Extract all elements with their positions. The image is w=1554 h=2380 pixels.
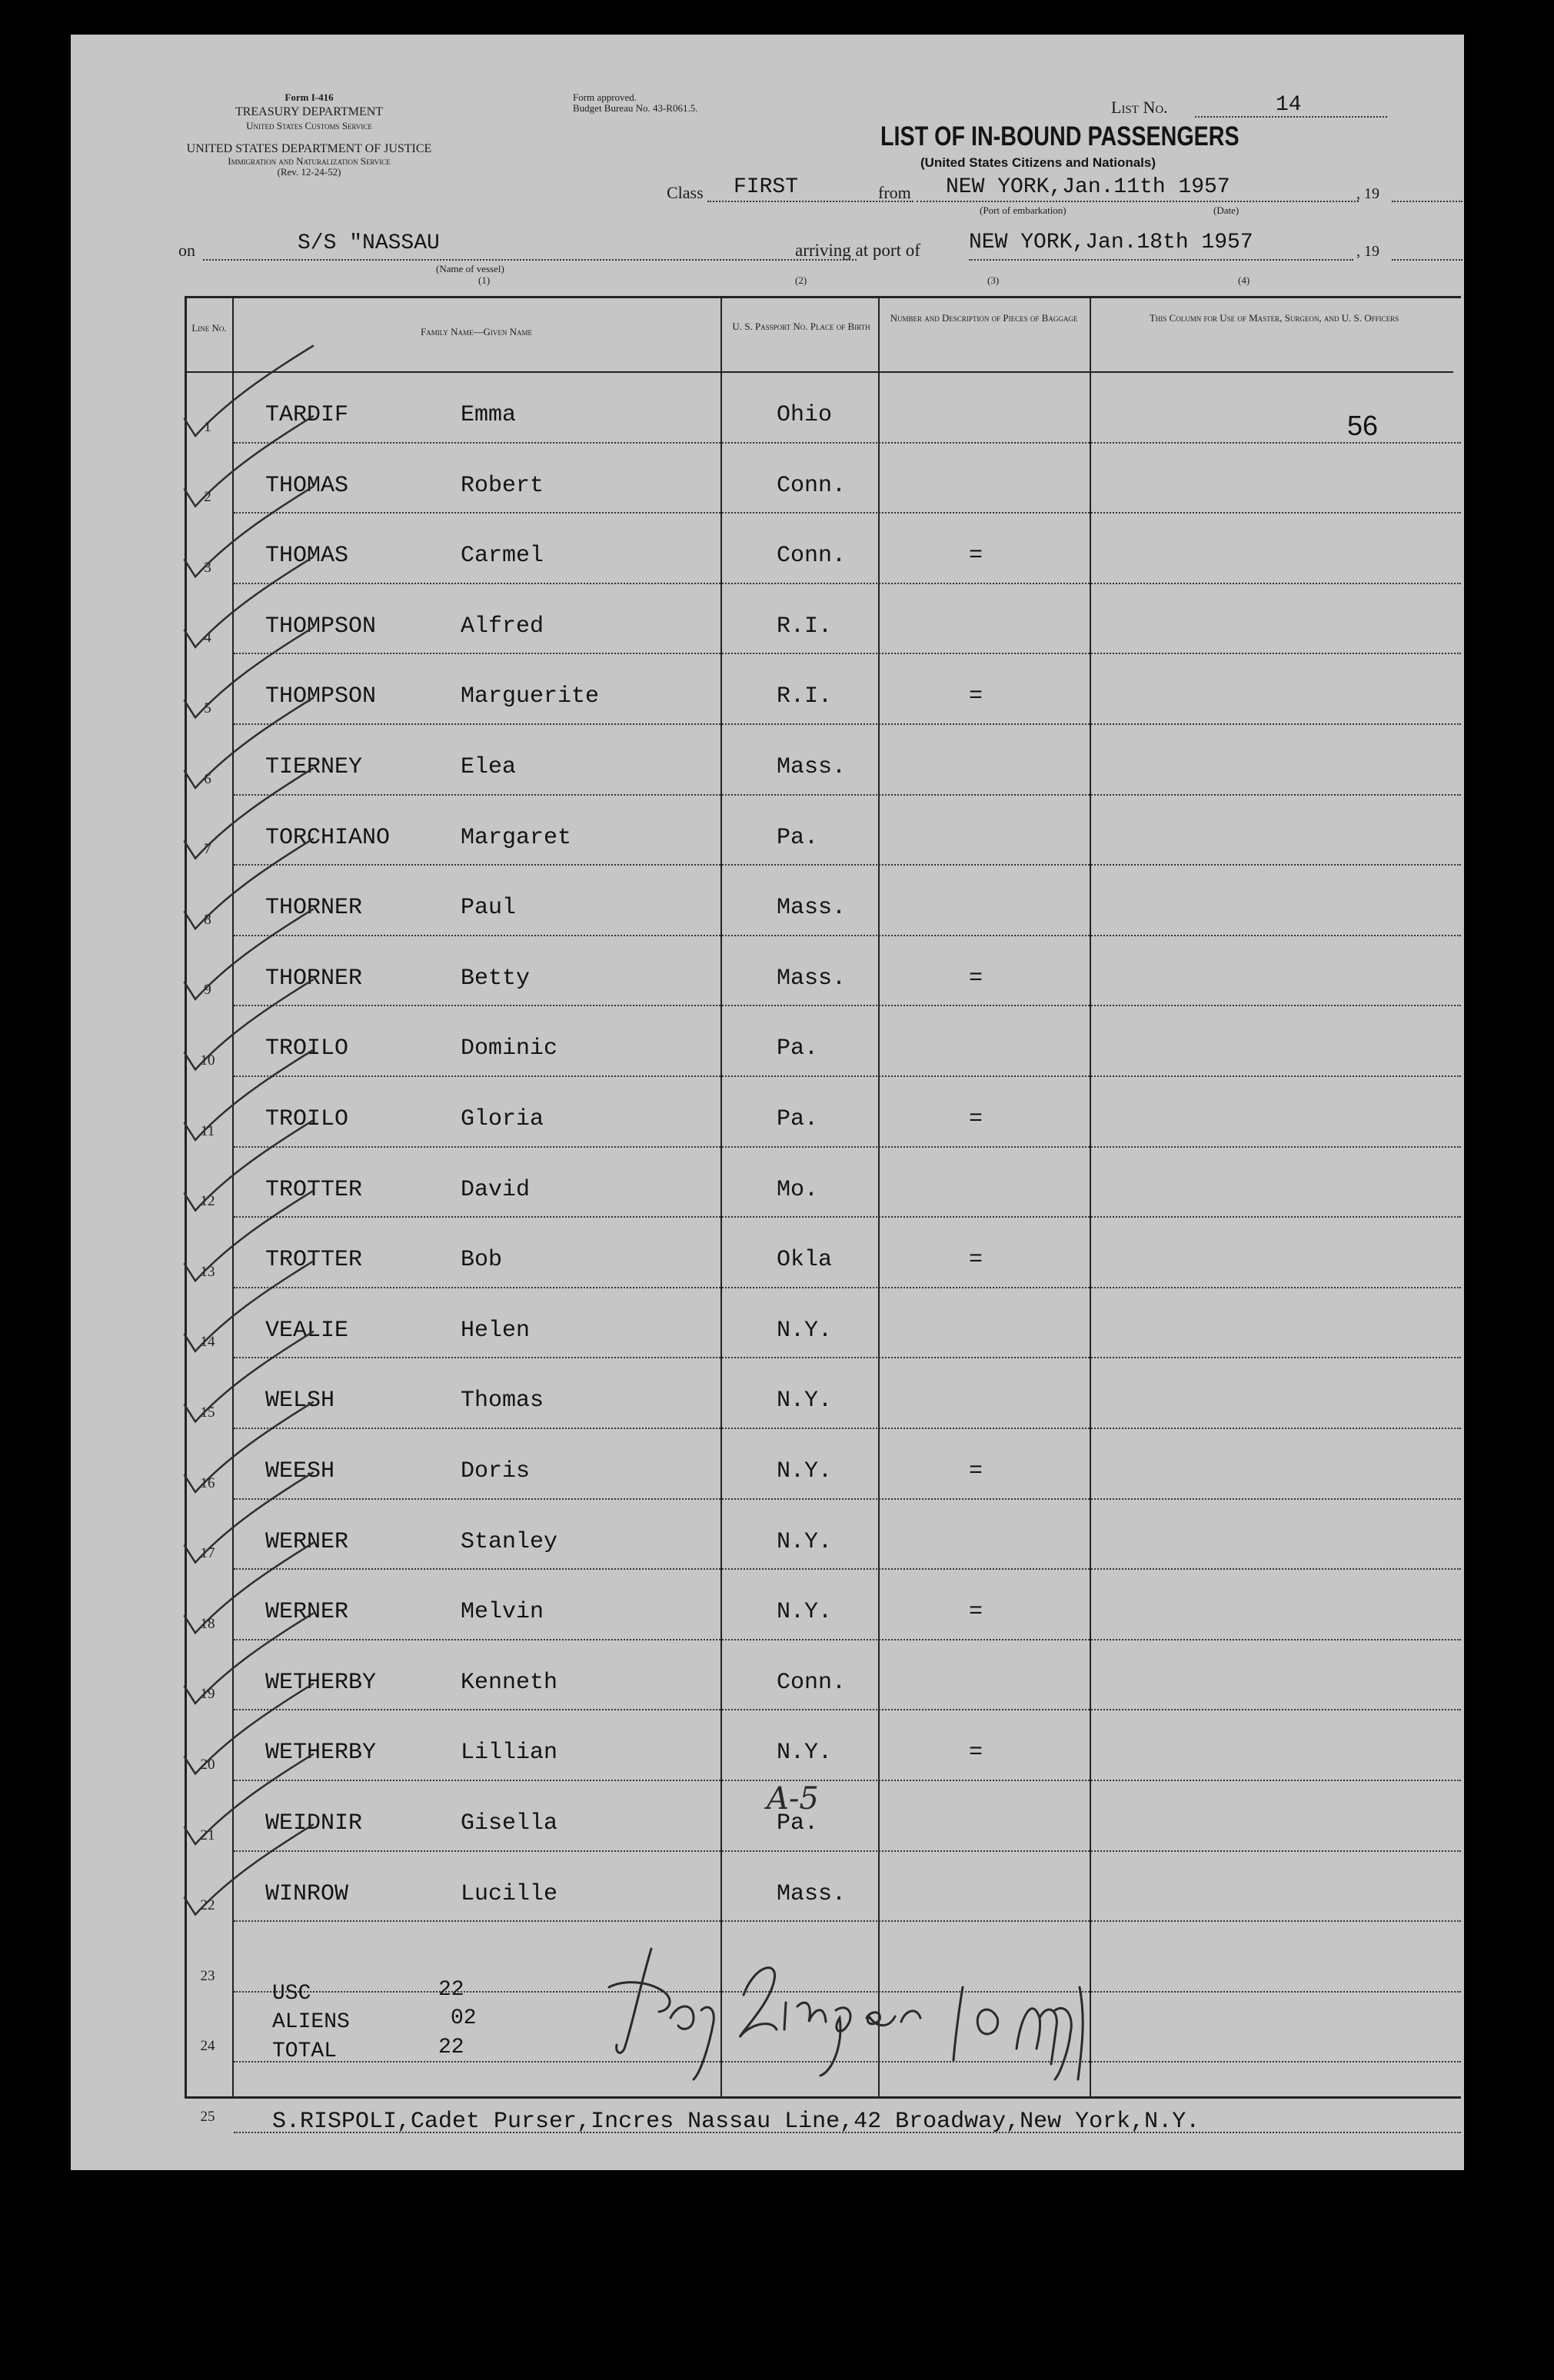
- checkmark-stroke: [185, 769, 313, 859]
- row-line-number: 6: [204, 770, 211, 787]
- family-name-cell: THORNER: [265, 895, 363, 922]
- birthplace-cell: Pa.: [777, 1035, 819, 1062]
- col-4-caption: (4): [1238, 274, 1250, 286]
- list-no-label: List No.: [1111, 98, 1168, 117]
- treasury-label: TREASURY DEPARTMENT: [235, 105, 384, 118]
- checkmark-stroke: [185, 557, 313, 647]
- given-name-cell: Gisella: [461, 1810, 558, 1837]
- given-name-cell: Kenneth: [461, 1669, 558, 1696]
- birthplace-cell: N.Y.: [777, 1599, 833, 1626]
- given-name-cell: Melvin: [461, 1599, 544, 1626]
- vessel-name: S/S "NASSAU: [298, 231, 440, 255]
- row-line-number: 12: [200, 1193, 215, 1210]
- birthplace-cell: N.Y.: [777, 1317, 833, 1344]
- row-line-number: 10: [200, 1052, 215, 1069]
- family-name-cell: WETHERBY: [265, 1740, 377, 1767]
- checkmark-stroke: [185, 979, 313, 1069]
- date-caption: (Date): [1213, 204, 1240, 216]
- class-label: Class: [667, 183, 704, 202]
- family-name-cell: WINROW: [265, 1880, 349, 1907]
- checkmark-stroke: [185, 698, 313, 788]
- row-line-number: 20: [200, 1757, 215, 1773]
- checkmark-stroke: [185, 1331, 313, 1421]
- row-line-number: 22: [200, 1897, 215, 1914]
- table-top-rule: [185, 296, 1461, 298]
- row-line-number: 21: [200, 1827, 215, 1843]
- given-name-cell: Thomas: [461, 1388, 544, 1414]
- family-name-cell: WEIDNIR: [265, 1810, 363, 1837]
- checkmark-stroke: [185, 1473, 313, 1563]
- checkmark-strokes: [178, 342, 547, 1956]
- family-name-cell: THOMAS: [265, 472, 349, 499]
- birthplace-cell: Mo.: [777, 1176, 819, 1203]
- col-rule-4: [1090, 296, 1091, 2099]
- family-name-cell: THOMPSON: [265, 683, 377, 710]
- checkmark-stroke: [185, 1754, 313, 1844]
- from-value: NEW YORK,Jan.11th 1957: [946, 175, 1230, 199]
- birthplace-cell: Mass.: [777, 965, 847, 992]
- given-name-cell: Robert: [461, 472, 544, 499]
- row-line-number: 7: [204, 841, 211, 858]
- row-line-number: 16: [200, 1474, 215, 1491]
- checkmark-stroke: [185, 487, 313, 577]
- col-header-baggage: Number and Description of Pieces of Baggage: [890, 312, 1078, 324]
- customs-label: United States Customs Service: [246, 120, 372, 131]
- col-header-line: Line No.: [191, 322, 227, 334]
- row-line-number: 3: [204, 559, 211, 576]
- baggage-cell: =: [969, 543, 983, 570]
- birthplace-cell: Mass.: [777, 1880, 847, 1907]
- year-1: , 19: [1356, 185, 1379, 202]
- family-name-cell: THOMPSON: [265, 613, 377, 640]
- baggage-cell: =: [969, 1599, 983, 1626]
- total-label-aliens: ALIENS: [272, 2010, 350, 2034]
- given-name-cell: Betty: [461, 965, 531, 992]
- checkmark-stroke: [185, 1191, 313, 1281]
- baggage-cell: =: [969, 683, 983, 710]
- baggage-cell: =: [969, 1247, 983, 1274]
- port-embark-caption: (Port of embarkation): [980, 204, 1067, 216]
- arriving-value: NEW YORK,Jan.18th 1957: [969, 231, 1253, 254]
- row-line-number: 23: [200, 1967, 215, 1984]
- vessel-caption: (Name of vessel): [436, 263, 504, 274]
- row-line-number: 8: [204, 911, 211, 928]
- family-name-cell: VEALIE: [265, 1317, 349, 1344]
- given-name-cell: Bob: [461, 1247, 503, 1274]
- rev-label: (Rev. 12-24-52): [277, 166, 341, 178]
- form-id: Form I-416: [285, 91, 334, 103]
- col-3-caption: (3): [987, 274, 1000, 286]
- row-line-number: 2: [204, 489, 211, 506]
- family-name-cell: TROILO: [265, 1106, 349, 1132]
- family-name-cell: WERNER: [265, 1599, 349, 1626]
- on-label: on: [178, 241, 195, 260]
- row-line-number: 17: [200, 1545, 215, 1562]
- given-name-cell: David: [461, 1176, 531, 1203]
- baggage-cell: =: [969, 1458, 983, 1484]
- col-header-officers: This Column for Use of Master, Surgeon, and U. S. Officers: [1149, 312, 1399, 324]
- checkmark-stroke: [185, 346, 313, 436]
- row-line-number: 14: [200, 1334, 215, 1351]
- col-rule-2: [720, 296, 722, 2099]
- given-name-cell: Dominic: [461, 1035, 558, 1062]
- family-name-cell: TROTTER: [265, 1247, 363, 1274]
- birthplace-cell: Mass.: [777, 895, 847, 922]
- baggage-cell: =: [969, 965, 983, 992]
- checkmark-stroke: [185, 1825, 313, 1915]
- col-1-caption: (1): [478, 274, 491, 286]
- birthplace-cell: N.Y.: [777, 1740, 833, 1767]
- birthplace-cell: Okla: [777, 1247, 833, 1274]
- total-value-aliens: 02: [451, 2006, 477, 2030]
- baggage-cell: =: [969, 1740, 983, 1767]
- total-label-usc: USC: [272, 1982, 311, 2006]
- family-name-cell: TROILO: [265, 1035, 349, 1062]
- row-line-number: 9: [204, 982, 211, 999]
- baggage-cell: =: [969, 1106, 983, 1132]
- given-name-cell: Gloria: [461, 1106, 544, 1132]
- class-value: FIRST: [734, 175, 799, 199]
- col-rule-3: [878, 296, 880, 2099]
- given-name-cell: Carmel: [461, 543, 544, 570]
- checkmark-stroke: [185, 1402, 313, 1492]
- checkmark-stroke: [185, 627, 313, 717]
- birthplace-cell: Mass.: [777, 754, 847, 780]
- col-2-caption: (2): [795, 274, 807, 286]
- given-name-cell: Doris: [461, 1458, 531, 1484]
- given-name-cell: Stanley: [461, 1528, 558, 1555]
- justice-label: UNITED STATES DEPARTMENT OF JUSTICE: [186, 142, 432, 155]
- family-name-cell: WETHERBY: [265, 1669, 377, 1696]
- checkmark-stroke: [185, 1614, 313, 1704]
- family-name-cell: THOMAS: [265, 543, 349, 570]
- birthplace-cell: Conn.: [777, 1669, 847, 1696]
- year-2: , 19: [1356, 243, 1379, 260]
- given-name-cell: Helen: [461, 1317, 531, 1344]
- family-name-cell: TARDIF: [265, 402, 349, 428]
- checkmark-stroke: [185, 839, 313, 929]
- row-line-number: 18: [200, 1615, 215, 1632]
- birthplace-cell: Pa.: [777, 1810, 819, 1837]
- row-line-number: 5: [204, 700, 211, 716]
- family-name-cell: WERNER: [265, 1528, 349, 1555]
- approved-label: Form approved.: [573, 91, 637, 103]
- birthplace-cell: N.Y.: [777, 1528, 833, 1555]
- family-name-cell: WELSH: [265, 1388, 335, 1414]
- given-name-cell: Margaret: [461, 824, 572, 851]
- checkmark-stroke: [185, 1261, 313, 1351]
- row-line-number: 4: [204, 630, 211, 647]
- given-name-cell: Emma: [461, 402, 517, 428]
- total-value-usc: 22: [438, 1978, 464, 2002]
- col-header-passport: U. S. Passport No. Place of Birth: [732, 321, 870, 332]
- page-title: LIST OF IN-BOUND PASSENGERS: [880, 121, 1240, 151]
- checkmark-stroke: [185, 1121, 313, 1211]
- family-name-cell: TIERNEY: [265, 754, 363, 780]
- row-line-number: 15: [200, 1404, 215, 1421]
- row-line-number: 1: [204, 418, 211, 435]
- document-sheet: [71, 35, 1464, 2170]
- purser-line: S.RISPOLI,Cadet Purser,Incres Nassau Line,42 Broadway,New York,N.Y.: [272, 2109, 1200, 2135]
- total-label-total: TOTAL: [272, 2039, 338, 2063]
- family-name-cell: THORNER: [265, 965, 363, 992]
- birthplace-cell: R.I.: [777, 613, 833, 640]
- handwritten-annotation-21: A-5: [767, 1781, 819, 1817]
- checkmark-stroke: [185, 1543, 313, 1633]
- page-mark: 56: [1347, 410, 1379, 441]
- row-line-number: 11: [200, 1122, 215, 1139]
- checkmark-stroke: [185, 1684, 313, 1773]
- row-line-number: 19: [200, 1686, 215, 1703]
- birthplace-cell: Pa.: [777, 824, 819, 851]
- given-name-cell: Alfred: [461, 613, 544, 640]
- given-name-cell: Marguerite: [461, 683, 600, 710]
- checkmark-stroke: [185, 417, 313, 507]
- given-name-cell: Lillian: [461, 1740, 558, 1767]
- given-name-cell: Elea: [461, 754, 517, 780]
- birthplace-cell: Ohio: [777, 402, 833, 428]
- from-label: from: [878, 183, 911, 202]
- total-value-total: 22: [438, 2036, 464, 2059]
- birthplace-cell: N.Y.: [777, 1458, 833, 1484]
- checkmark-stroke: [185, 909, 313, 999]
- family-name-cell: WEESH: [265, 1458, 335, 1484]
- budget-label: Budget Bureau No. 43-R061.5.: [573, 102, 698, 114]
- given-name-cell: Lucille: [461, 1880, 558, 1907]
- birthplace-cell: N.Y.: [777, 1388, 833, 1414]
- birthplace-cell: R.I.: [777, 683, 833, 710]
- row-line-number: 25: [200, 2109, 215, 2125]
- ins-label: Immigration and Naturalization Service: [228, 155, 391, 167]
- row-line-number: 13: [200, 1263, 215, 1280]
- row-line-number: 24: [200, 2038, 215, 2055]
- list-no-value: 14: [1276, 93, 1302, 117]
- col-header-name: Family Name—Given Name: [421, 326, 532, 337]
- handwritten-signature: [578, 1895, 1101, 2087]
- arriving-label: arriving at port of: [795, 241, 920, 260]
- given-name-cell: Paul: [461, 895, 517, 922]
- birthplace-cell: Conn.: [777, 543, 847, 570]
- checkmark-stroke: [185, 1050, 313, 1140]
- birthplace-cell: Pa.: [777, 1106, 819, 1132]
- family-name-cell: TORCHIANO: [265, 824, 391, 851]
- table-bottom-rule: [185, 2096, 1461, 2099]
- page-subtitle: (United States Citizens and Nationals): [920, 155, 1156, 170]
- family-name-cell: TROTTER: [265, 1176, 363, 1203]
- birthplace-cell: Conn.: [777, 472, 847, 499]
